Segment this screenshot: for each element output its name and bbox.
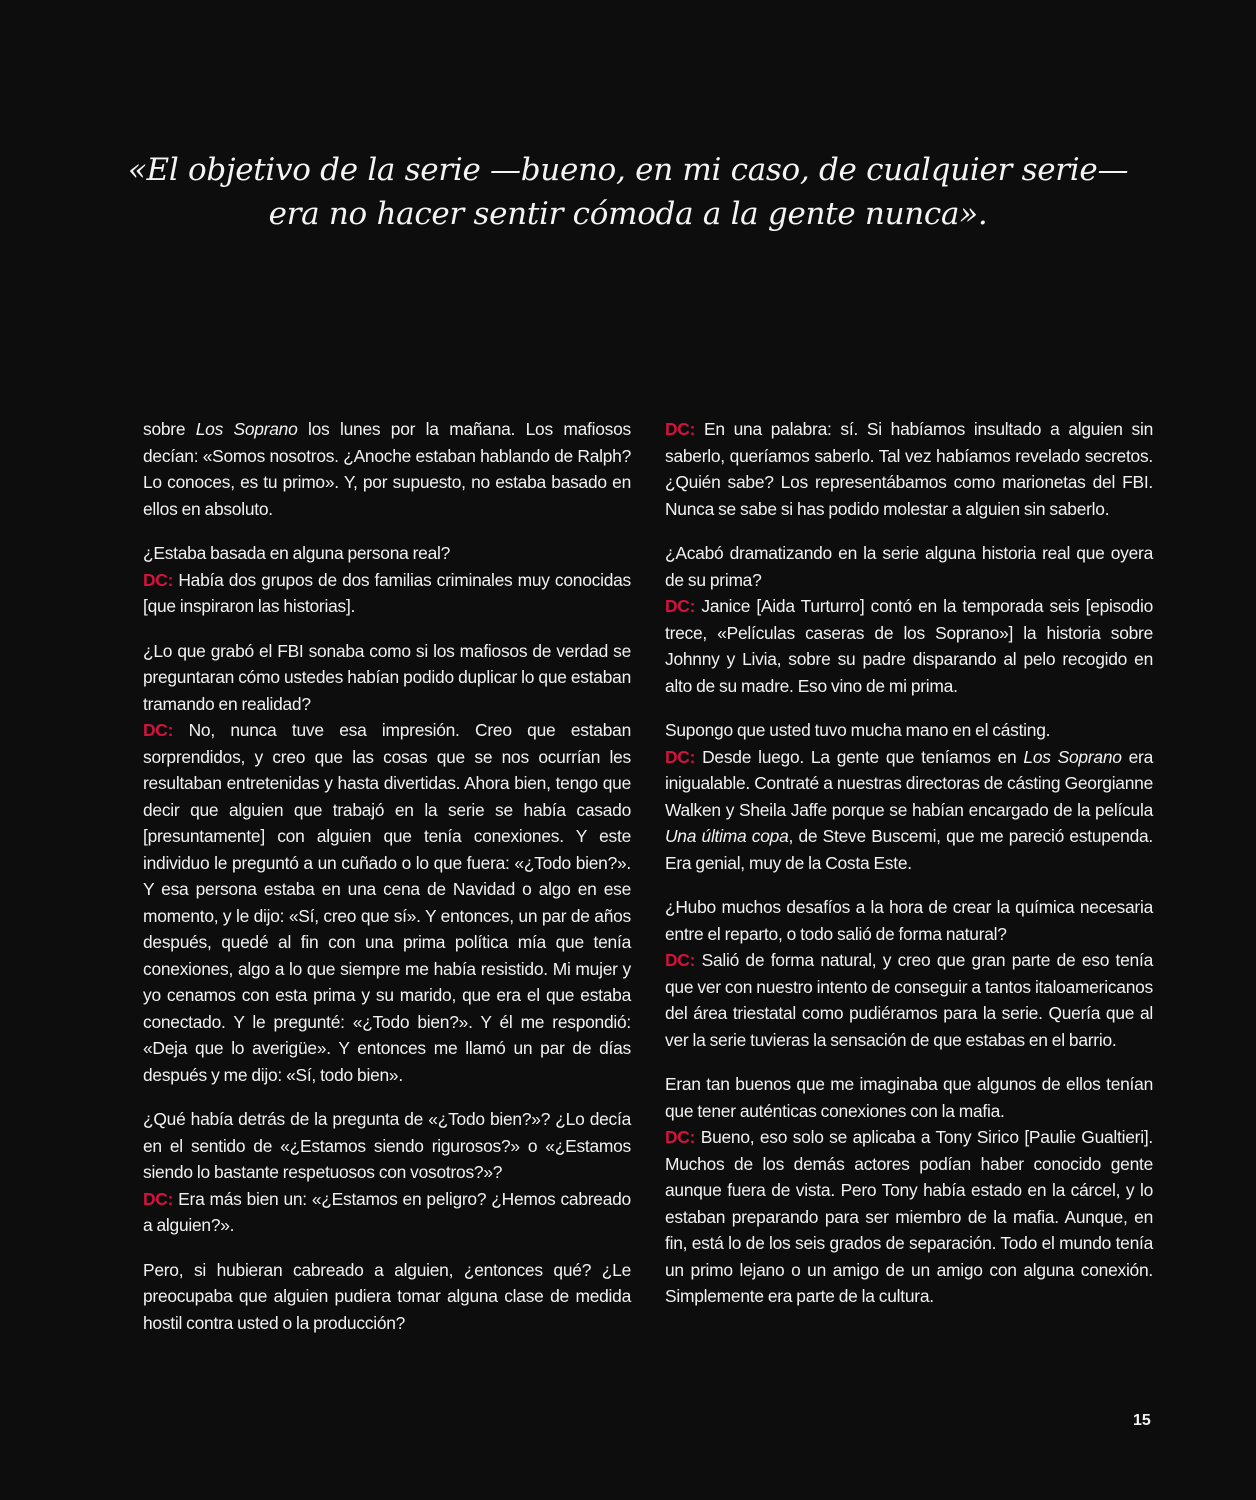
- question: Pero, si hubieran cabreado a alguien, ¿entonces qué? ¿Le preocupaba que alguien pudiera tomar alguna clase de medida hostil contra usted o la producción?: [143, 1259, 631, 1333]
- answer: [143, 570, 631, 617]
- speaker-label: DC:: [665, 419, 696, 439]
- interview-paragraph: [665, 540, 1153, 699]
- interview-paragraph: [665, 1071, 1153, 1310]
- page-number: 15: [1133, 1412, 1151, 1429]
- interview-paragraph: [143, 540, 631, 620]
- interview-paragraph: [665, 717, 1153, 876]
- speaker-label: DC:: [665, 746, 696, 767]
- answer: [143, 720, 631, 1085]
- interview-paragraph: [143, 638, 631, 1089]
- question: ¿Qué había detrás de la pregunta de «¿Todo bien?»? ¿Lo decía en el sentido de «¿Estamos siendo rigurosos?» o «¿Estamos siendo lo bastante respetuosos con vosotros?»?: [143, 1109, 631, 1182]
- question: ¿Estaba basada en alguna persona real?: [143, 543, 451, 563]
- answer: [143, 1189, 631, 1236]
- text-run: sobre: [143, 419, 196, 439]
- answer: [665, 747, 1153, 873]
- italic-title: Los Soprano: [195, 419, 298, 439]
- interview-paragraph: [665, 894, 1153, 1053]
- text-run: Bueno, eso solo se aplicaba a Tony Sirico [Paulie Gualtieri]. Muchos de los demás actores podían haber conocido gente aunque fuera de vista. Pero Tony había estado en la cárcel, y lo estaban preparando para ser miembro de la mafia. Aunque, en fin, está lo de los seis grados de separación. Todo el mundo tenía un primo lejano o un amigo de un amigo con alguna conexión. Simplemente era parte de la cultura.: [665, 1127, 1153, 1306]
- text-run: Desde luego. La gente que teníamos en: [702, 746, 1024, 767]
- text-column-right: [665, 416, 1153, 1328]
- question: ¿Hubo muchos desafíos a la hora de crear la química necesaria entre el reparto, o todo salió de forma natural?: [665, 897, 1153, 944]
- text-run: No, nunca tuve esa impresión. Creo que estaban sorprendidos, y creo que las cosas que se nos ocurrían les resultaban entretenidas y hasta divertidas. Ahora bien, tengo que decir que alguien que trabajó en la serie se había casado [presuntamente] con alguien que tenía conexiones. Y este individuo le preguntó a un cuñado o lo que fuera: «¿Todo bien?». Y esa persona estaba en una cena de Navidad o algo en ese momento, y le dijo: «Sí, creo que sí». Y entonces, un par de años después, quedé al fin con una prima política mía que tenía conexiones, algo a lo que siempre me había resistido. Mi mujer y yo cenamos con esta prima y su marido, que era el que estaba conectado. Y le pregunté: «¿Todo bien?». Y él me respondió: «Deja que lo averigüe». Y entonces me llamó un par de días después y me dijo: «Sí, todo bien».: [143, 720, 631, 1085]
- speaker-label: DC:: [143, 1188, 174, 1209]
- answer: [665, 1127, 1153, 1306]
- question: Supongo que usted tuvo mucha mano en el cásting.: [665, 720, 1051, 740]
- text-run: En una palabra: sí. Si habíamos insultado a alguien sin saberlo, queríamos saberlo. Tal vez habíamos revelado secretos. ¿Quién sabe? Los representábamos como marionetas del FBI. Nunca se sabe si has podido molestar a alguien sin saberlo.: [665, 419, 1153, 519]
- answer: [665, 950, 1153, 1050]
- text-run: los lunes por la mañana. Los mafiosos decían: «Somos nosotros. ¿Anoche estaban hablando de Ralph? Lo conoces, es tu primo». Y, por supuesto, no estaba basado en ellos en absoluto.: [143, 419, 631, 519]
- pull-quote-line: «El objetivo de la serie —bueno, en mi caso, de cualquier serie—: [127, 152, 1129, 188]
- interview-paragraph: [143, 416, 631, 522]
- text-run: Había dos grupos de dos familias criminales muy conocidas [que inspiraron las historias].: [143, 569, 631, 616]
- interview-paragraph: [665, 416, 1153, 522]
- text-run: Salió de forma natural, y creo que gran parte de eso tenía que ver con nuestro intento de conseguir a tantos italoamericanos del área triestatal como pudiéramos para la serie. Quería que al ver la serie tuvieras la sensación de que estabas en el barrio.: [665, 950, 1153, 1050]
- interview-paragraph: [143, 1106, 631, 1239]
- text-column-left: [143, 416, 631, 1354]
- question: Eran tan buenos que me imaginaba que algunos de ellos tenían que tener auténticas conexiones con la mafia.: [665, 1074, 1153, 1121]
- pull-quote-line: era no hacer sentir cómoda a la gente nunca».: [268, 196, 988, 232]
- italic-title: Una última copa: [665, 826, 789, 846]
- text-run: Janice [Aida Turturro] contó en la temporada seis [episodio trece, «Películas caseras de los Soprano»] la historia sobre Johnny y Livia, sobre su padre disparando al pelo recogido en alto de su madre. Eso vino de mi prima.: [665, 596, 1153, 696]
- speaker-label: DC:: [665, 1127, 696, 1147]
- speaker-label: DC:: [665, 950, 696, 970]
- text-run: , de Steve Buscemi, que me pareció estupenda. Era genial, muy de la Costa Este.: [665, 826, 1153, 873]
- answer: [665, 419, 1153, 519]
- speaker-label: DC:: [143, 569, 174, 590]
- answer: [665, 596, 1153, 696]
- speaker-label: DC:: [143, 720, 174, 740]
- text-run: Era más bien un: «¿Estamos en peligro? ¿Hemos cabreado a alguien?».: [143, 1188, 631, 1235]
- interview-paragraph: [143, 1257, 631, 1337]
- text-run: era inigualable. Contraté a nuestras directoras de cásting Georgianne Walken y Sheila Jaffe porque se habían encargado de la película: [665, 746, 1154, 820]
- speaker-label: DC:: [665, 596, 696, 616]
- question: ¿Lo que grabó el FBI sonaba como si los mafiosos de verdad se preguntaran cómo ustedes habían podido duplicar lo que estaban tramando en realidad?: [143, 640, 631, 714]
- pull-quote: [0, 148, 1256, 236]
- italic-title: Los Soprano: [1023, 746, 1122, 767]
- question: ¿Acabó dramatizando en la serie alguna historia real que oyera de su prima?: [665, 543, 1153, 590]
